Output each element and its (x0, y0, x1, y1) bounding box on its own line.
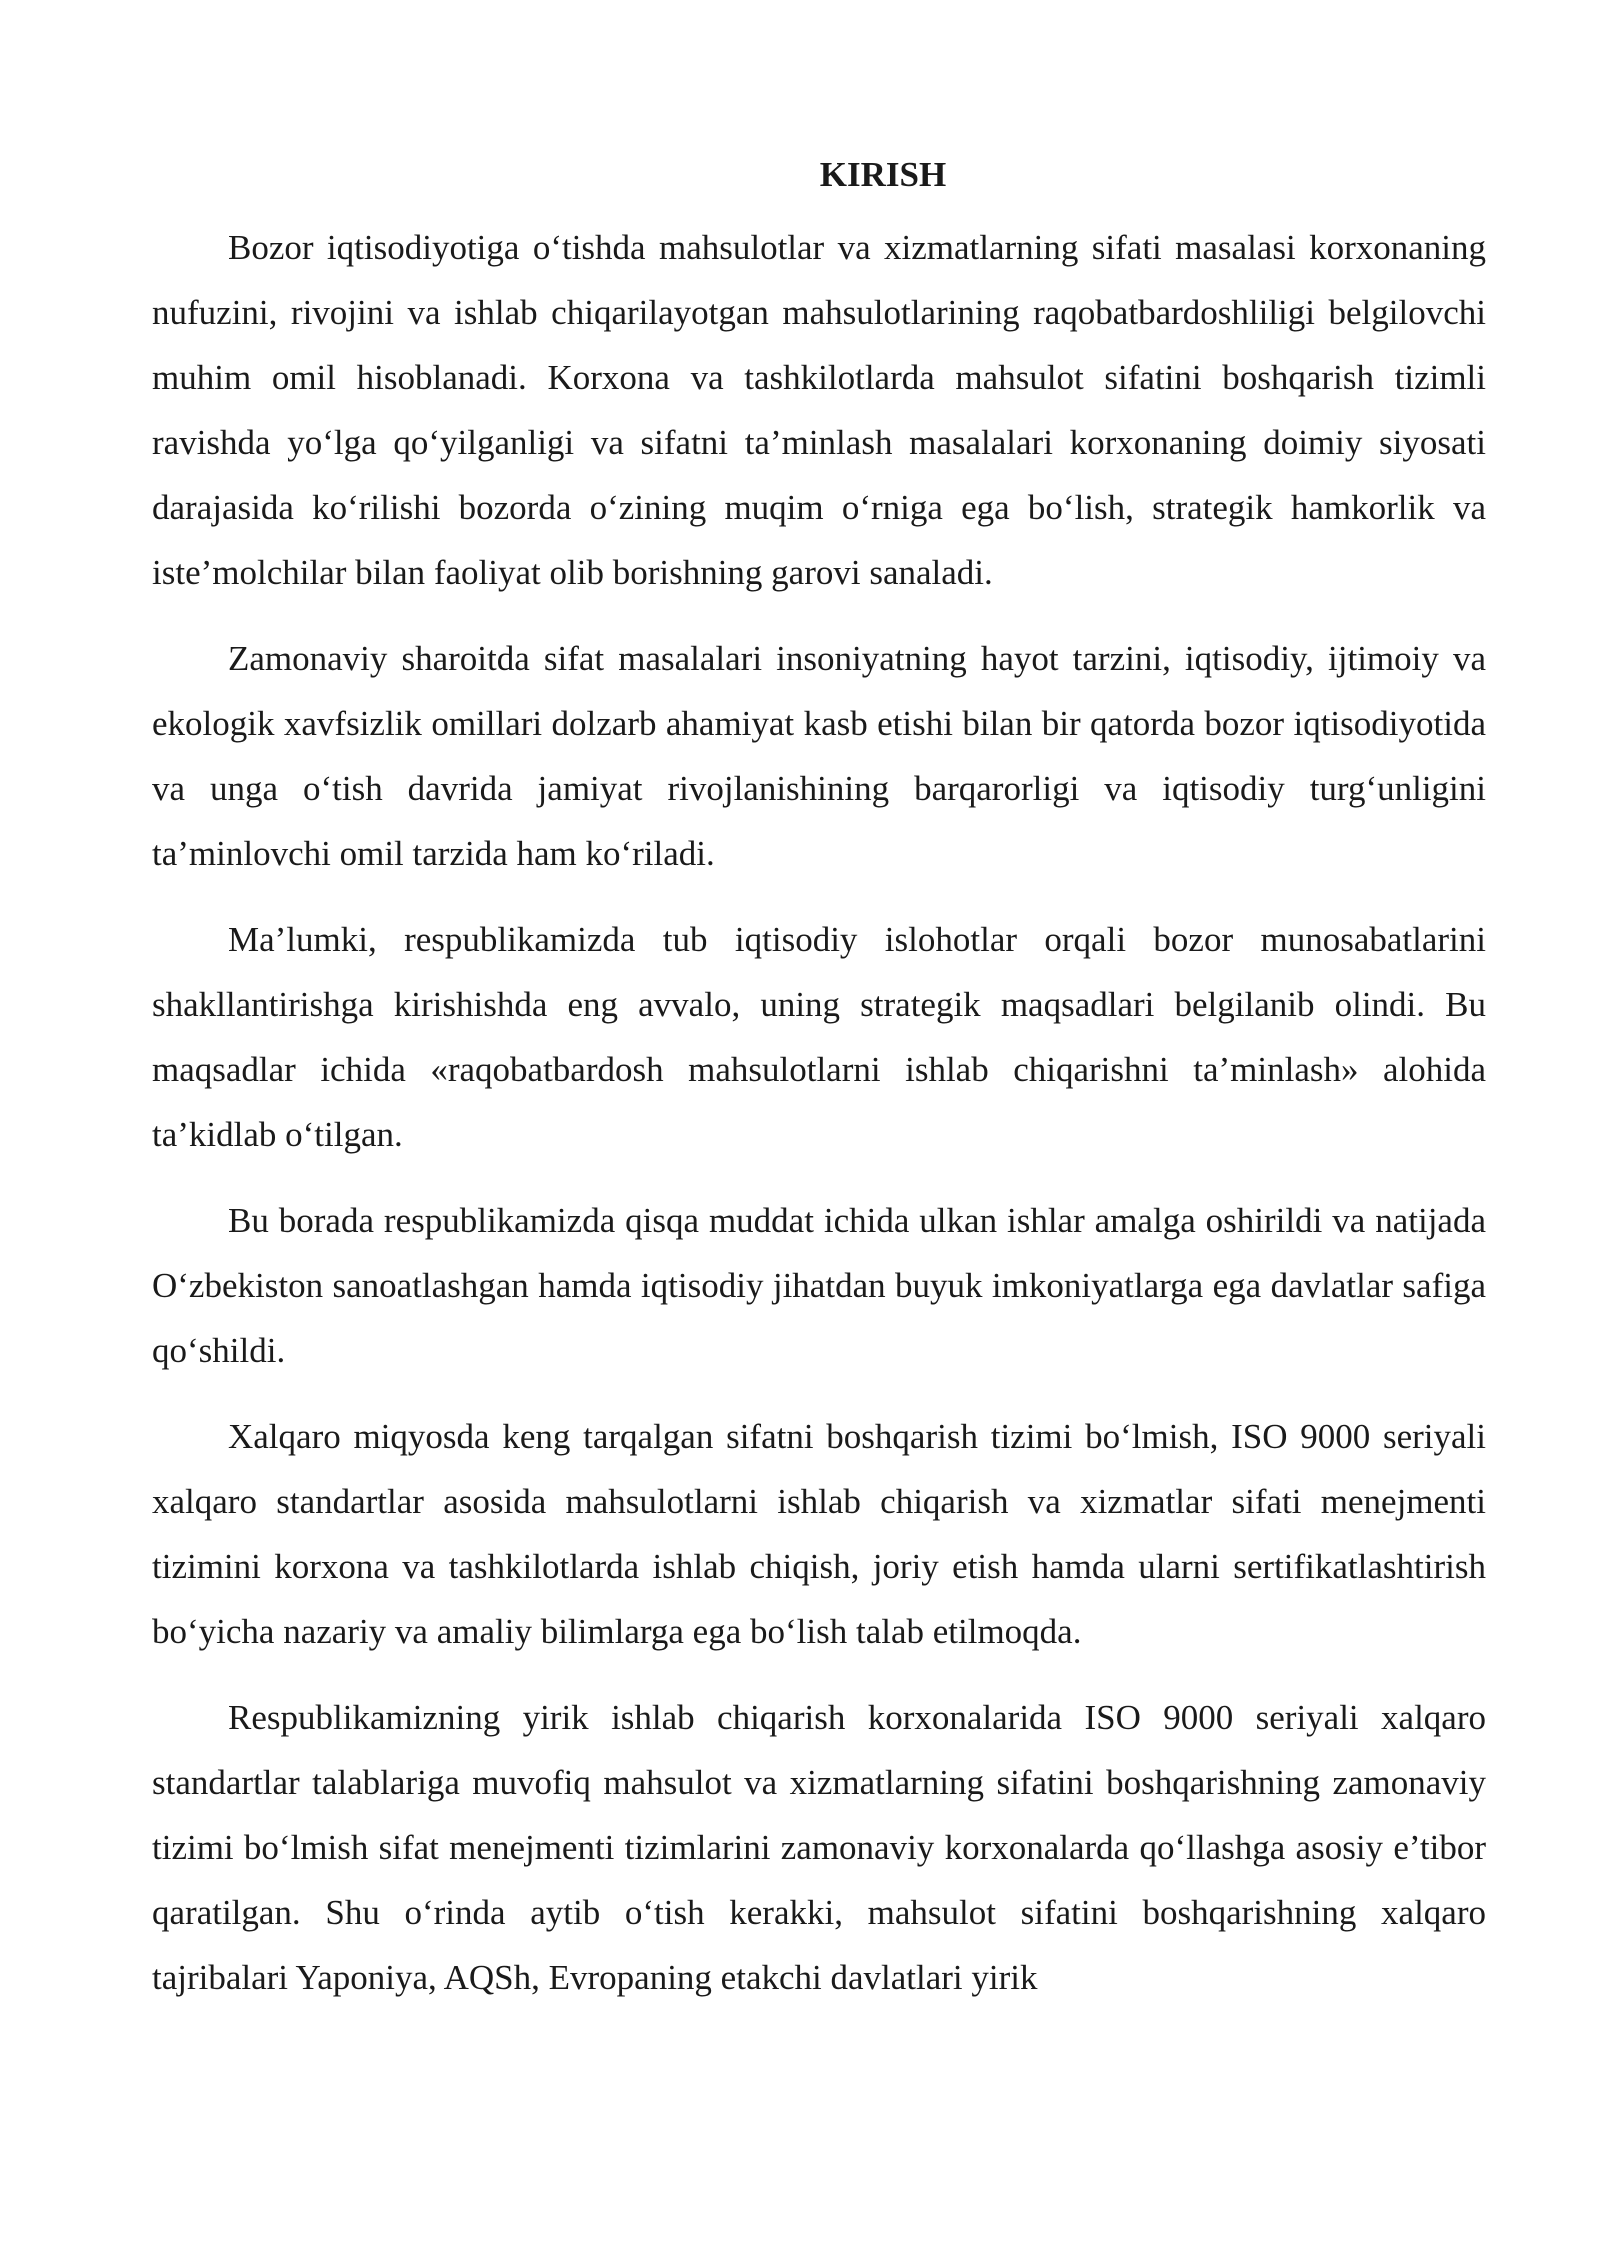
section-title: KIRISH (819, 155, 947, 194)
paragraph-5: Xalqaro miqyosda keng tarqalgan sifatni boshqarish tizimi bo‘lmish, ISO 9000 seriyali xalqaro standartlar asosida mahsulotlarni ishlab chiqarish va xizmatlar sifati menejmenti tizimini korxona va tashkilotlarda ishlab chiqish, joriy etish hamda ularni sertifikatlashtirish bo‘yicha nazariy va amaliy bilimlarga ega bo‘lish talab etilmoqda. (152, 1417, 1486, 1651)
paragraph-6: Respublikamizning yirik ishlab chiqarish korxonalarida ISO 9000 seriyali xalqaro standartlar talablariga muvofiq mahsulot va xizmatlarning sifatini boshqarishning zamonaviy tizimi bo‘lmish sifat menejmenti tizimlarini zamonaviy korxonalarda qo‘llashga asosiy e’tibor qaratilgan. Shu o‘rinda aytib o‘tish kerakki, mahsulot sifatini boshqarishning xalqaro tajribalari Yaponiya, AQSh, Evropaning etakchi davlatlari yirik (152, 1698, 1486, 1997)
paragraph-4: Bu borada respublikamizda qisqa muddat ichida ulkan ishlar amalga oshirildi va natijada O‘zbekiston sanoatlashgan hamda iqtisodiy jihatdan buyuk imkoniyatlarga ega davlatlar safiga qo‘shildi. (152, 1201, 1486, 1370)
paragraph-1: Bozor iqtisodiyotiga o‘tishda mahsulotlar va xizmatlarning sifati masalasi korxonaning nufuzini, rivojini va ishlab chiqarilayotgan mahsulotlarining raqobatbardoshliligi belgilovchi muhim omil hisoblanadi. Korxona va tashkilotlarda mahsulot sifatini boshqarish tizimli ravishda yo‘lga qo‘yilganligi va sifatni ta’minlash masalalari korxonaning doimiy siyosati darajasida ko‘rilishi bozorda o‘zining muqim o‘rniga ega bo‘lish, strategik hamkorlik va iste’molchilar bilan faoliyat olib borishning garovi sanaladi. (152, 228, 1486, 592)
document-body (152, 150, 1486, 2031)
paragraph-3: Ma’lumki, respublikamizda tub iqtisodiy islohotlar orqali bozor munosabatlarini shakllantirishga kirishishda eng avvalo, uning strategik maqsadlari belgilanib olindi. Bu maqsadlar ichida «raqobatbardosh mahsulotlarni ishlab chiqarishni ta’minlash» alohida ta’kidlab o‘tilgan. (152, 920, 1486, 1154)
paragraph-2: Zamonaviy sharoitda sifat masalalari insoniyatning hayot tarzini, iqtisodiy, ijtimoiy va ekologik xavfsizlik omillari dolzarb ahamiyat kasb etishi bilan bir qatorda bozor iqtisodiyotida va unga o‘tish davrida jamiyat rivojlanishining barqarorligi va iqtisodiy turg‘unligini ta’minlovchi omil tarzida ham ko‘riladi. (152, 639, 1486, 873)
